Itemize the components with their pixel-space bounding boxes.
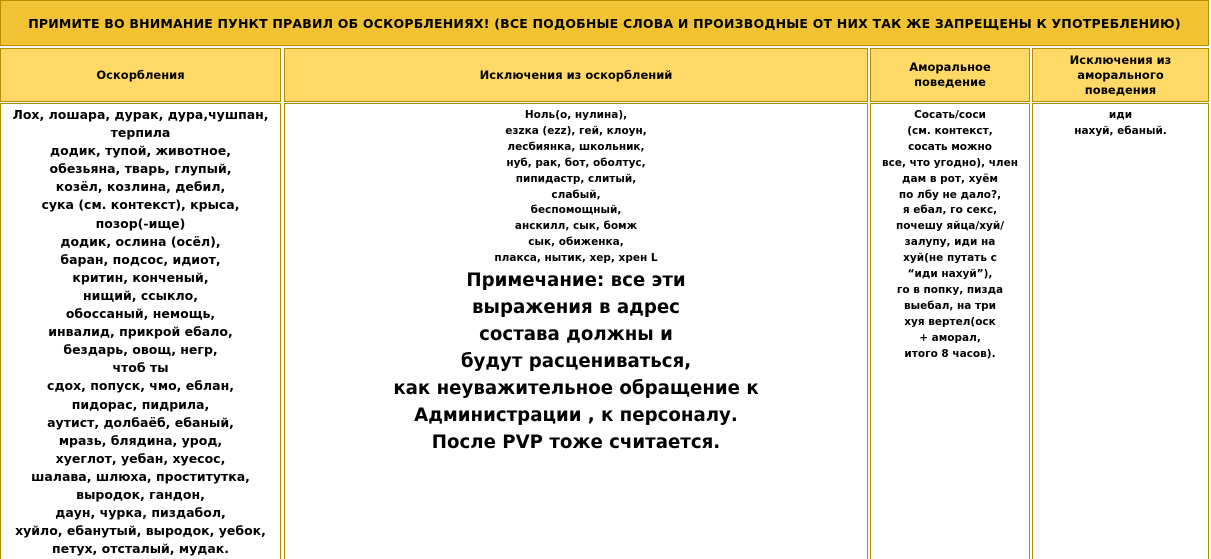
amoral-line: хуй(не путать с (903, 252, 997, 265)
insult-exceptions-cell (284, 103, 868, 559)
page-title: ПРИМИТЕ ВО ВНИМАНИЕ ПУНКТ ПРАВИЛ ОБ ОСКОРБЛЕНИЯХ! (ВСЕ ПОДОБНЫЕ СЛОВА И ПРОИЗВОДНЫЕ ОТ НИХ ТАК ЖЕ ЗАПРЕЩЕНЫ К УПОТРЕБЛЕНИЮ) (0, 0, 1209, 46)
insult-line: инвалид, прикрой ебало, (48, 324, 233, 340)
exception-line: анскилл, сык, бомж (514, 220, 638, 233)
amoral-exceptions-cell (1032, 103, 1209, 559)
insult-line: бездарь, овощ, негр, (63, 342, 218, 358)
header-amoral-exceptions-line: аморального (1077, 67, 1164, 82)
exception-line: пипидастр, слитый, (515, 172, 637, 185)
amoral-line: дам в рот, хуём (902, 172, 998, 185)
insult-line: критин, конченый, (72, 269, 209, 285)
insult-line: хуйло, ебанутый, выродок, уебок, (15, 523, 266, 539)
insult-line: нищий, ссыкло, (83, 287, 198, 303)
amoral-line: хуя вертел(оск (904, 315, 996, 328)
insult-line: чтоб ты (112, 360, 169, 376)
header-amoral (870, 48, 1030, 102)
amoral-line: сосать можно (908, 140, 992, 153)
note-line: Примечание: все эти (466, 270, 686, 292)
insult-line: выродок, гандон, (76, 486, 205, 502)
header-amoral-exceptions-line: Исключения из (1069, 52, 1172, 67)
insult-line: хуеглот, уебан, хуесос, (55, 450, 226, 466)
insult-line: аутист, долбаёб, ебаный, (47, 414, 234, 430)
header-insult-exceptions: Исключения из оскорблений (284, 48, 868, 102)
insult-line: козёл, козлина, дебил, (55, 179, 226, 195)
amoral-line: почешу яйца/хуй/ (895, 220, 1005, 233)
amoral-exception-line: нахуй, ебаный. (1074, 124, 1167, 137)
amoral-line: по лбу не дало?, (898, 188, 1002, 201)
note-line: будут расцениваться, (460, 350, 692, 372)
amoral-line: выебал, на три (904, 299, 996, 312)
insult-line: петух, отсталый, мудак. (51, 541, 230, 557)
insult-line: Лох, лошара, дурак, дура,чушпан, (12, 107, 269, 122)
amoral-exception-line: иди (1108, 109, 1133, 121)
insult-line: обезьяна, тварь, глупый, (49, 161, 232, 177)
amoral-line: + аморал, (919, 331, 981, 344)
amoral-cell (870, 103, 1030, 559)
note-line: как неуважительное обращение к (393, 377, 759, 399)
insult-line: додик, ослина (осёл), (60, 233, 221, 249)
exception-line: сык, обиженка, (528, 236, 624, 249)
note-line: После PVP тоже считается. (431, 431, 721, 453)
exception-line: плакса, нытик, хер, хрен L (494, 252, 658, 265)
amoral-line: (см. контекст, (907, 124, 993, 137)
header-amoral-exceptions-line: поведения (1084, 82, 1157, 97)
insult-line: даун, чурка, пиздабол, (55, 505, 226, 521)
amoral-line: все, что угодно), член (881, 156, 1018, 169)
insult-line: позор(-ище) (95, 215, 186, 231)
exception-line: нуб, рак, бот, оболтус, (506, 156, 646, 169)
insult-line: пидорас, пидрила, (71, 396, 210, 412)
insult-line: додик, тупой, животное, (50, 143, 231, 159)
insult-line: сука (см. контекст), крыса, (41, 197, 240, 213)
insult-line: терпила (110, 125, 171, 141)
exception-line: беспомощный, (530, 204, 622, 217)
note-block (285, 268, 867, 456)
amoral-line: я ебал, го секс, (902, 204, 998, 217)
insult-line: баран, подсос, идиот, (60, 251, 221, 267)
amoral-line: залупу, иди на (904, 236, 996, 249)
exception-line: слабый, (551, 188, 601, 201)
header-amoral-line: поведение (914, 75, 986, 89)
exception-line: Ноль(о, нулина), (524, 109, 628, 121)
exception-line: лесбиянка, школьник, (507, 140, 645, 153)
amoral-line: го в попку, пизда (896, 283, 1004, 296)
amoral-line: Сосать/соси (914, 109, 986, 121)
header-amoral-exceptions (1032, 48, 1209, 102)
insult-line: сдох, попуск, чмо, еблан, (47, 378, 234, 394)
note-line: состава должны и (479, 323, 673, 345)
amoral-line: итого 8 часов). (904, 347, 996, 360)
header-insults: Оскорбления (0, 48, 281, 102)
insult-line: шалава, шлюха, проститутка, (31, 468, 250, 484)
amoral-line: “иди нахуй”), (907, 268, 993, 281)
insult-line: обоссаный, немощь, (65, 306, 216, 322)
insults-cell (0, 103, 281, 559)
header-amoral-line: Аморальное (909, 60, 991, 74)
insult-line: мразь, блядина, урод, (58, 432, 223, 448)
note-line: выражения в адрес (472, 296, 680, 318)
exception-line: езzка (ezz), гей, клоун, (505, 124, 647, 137)
note-line: Администрации , к персоналу. (414, 404, 738, 426)
